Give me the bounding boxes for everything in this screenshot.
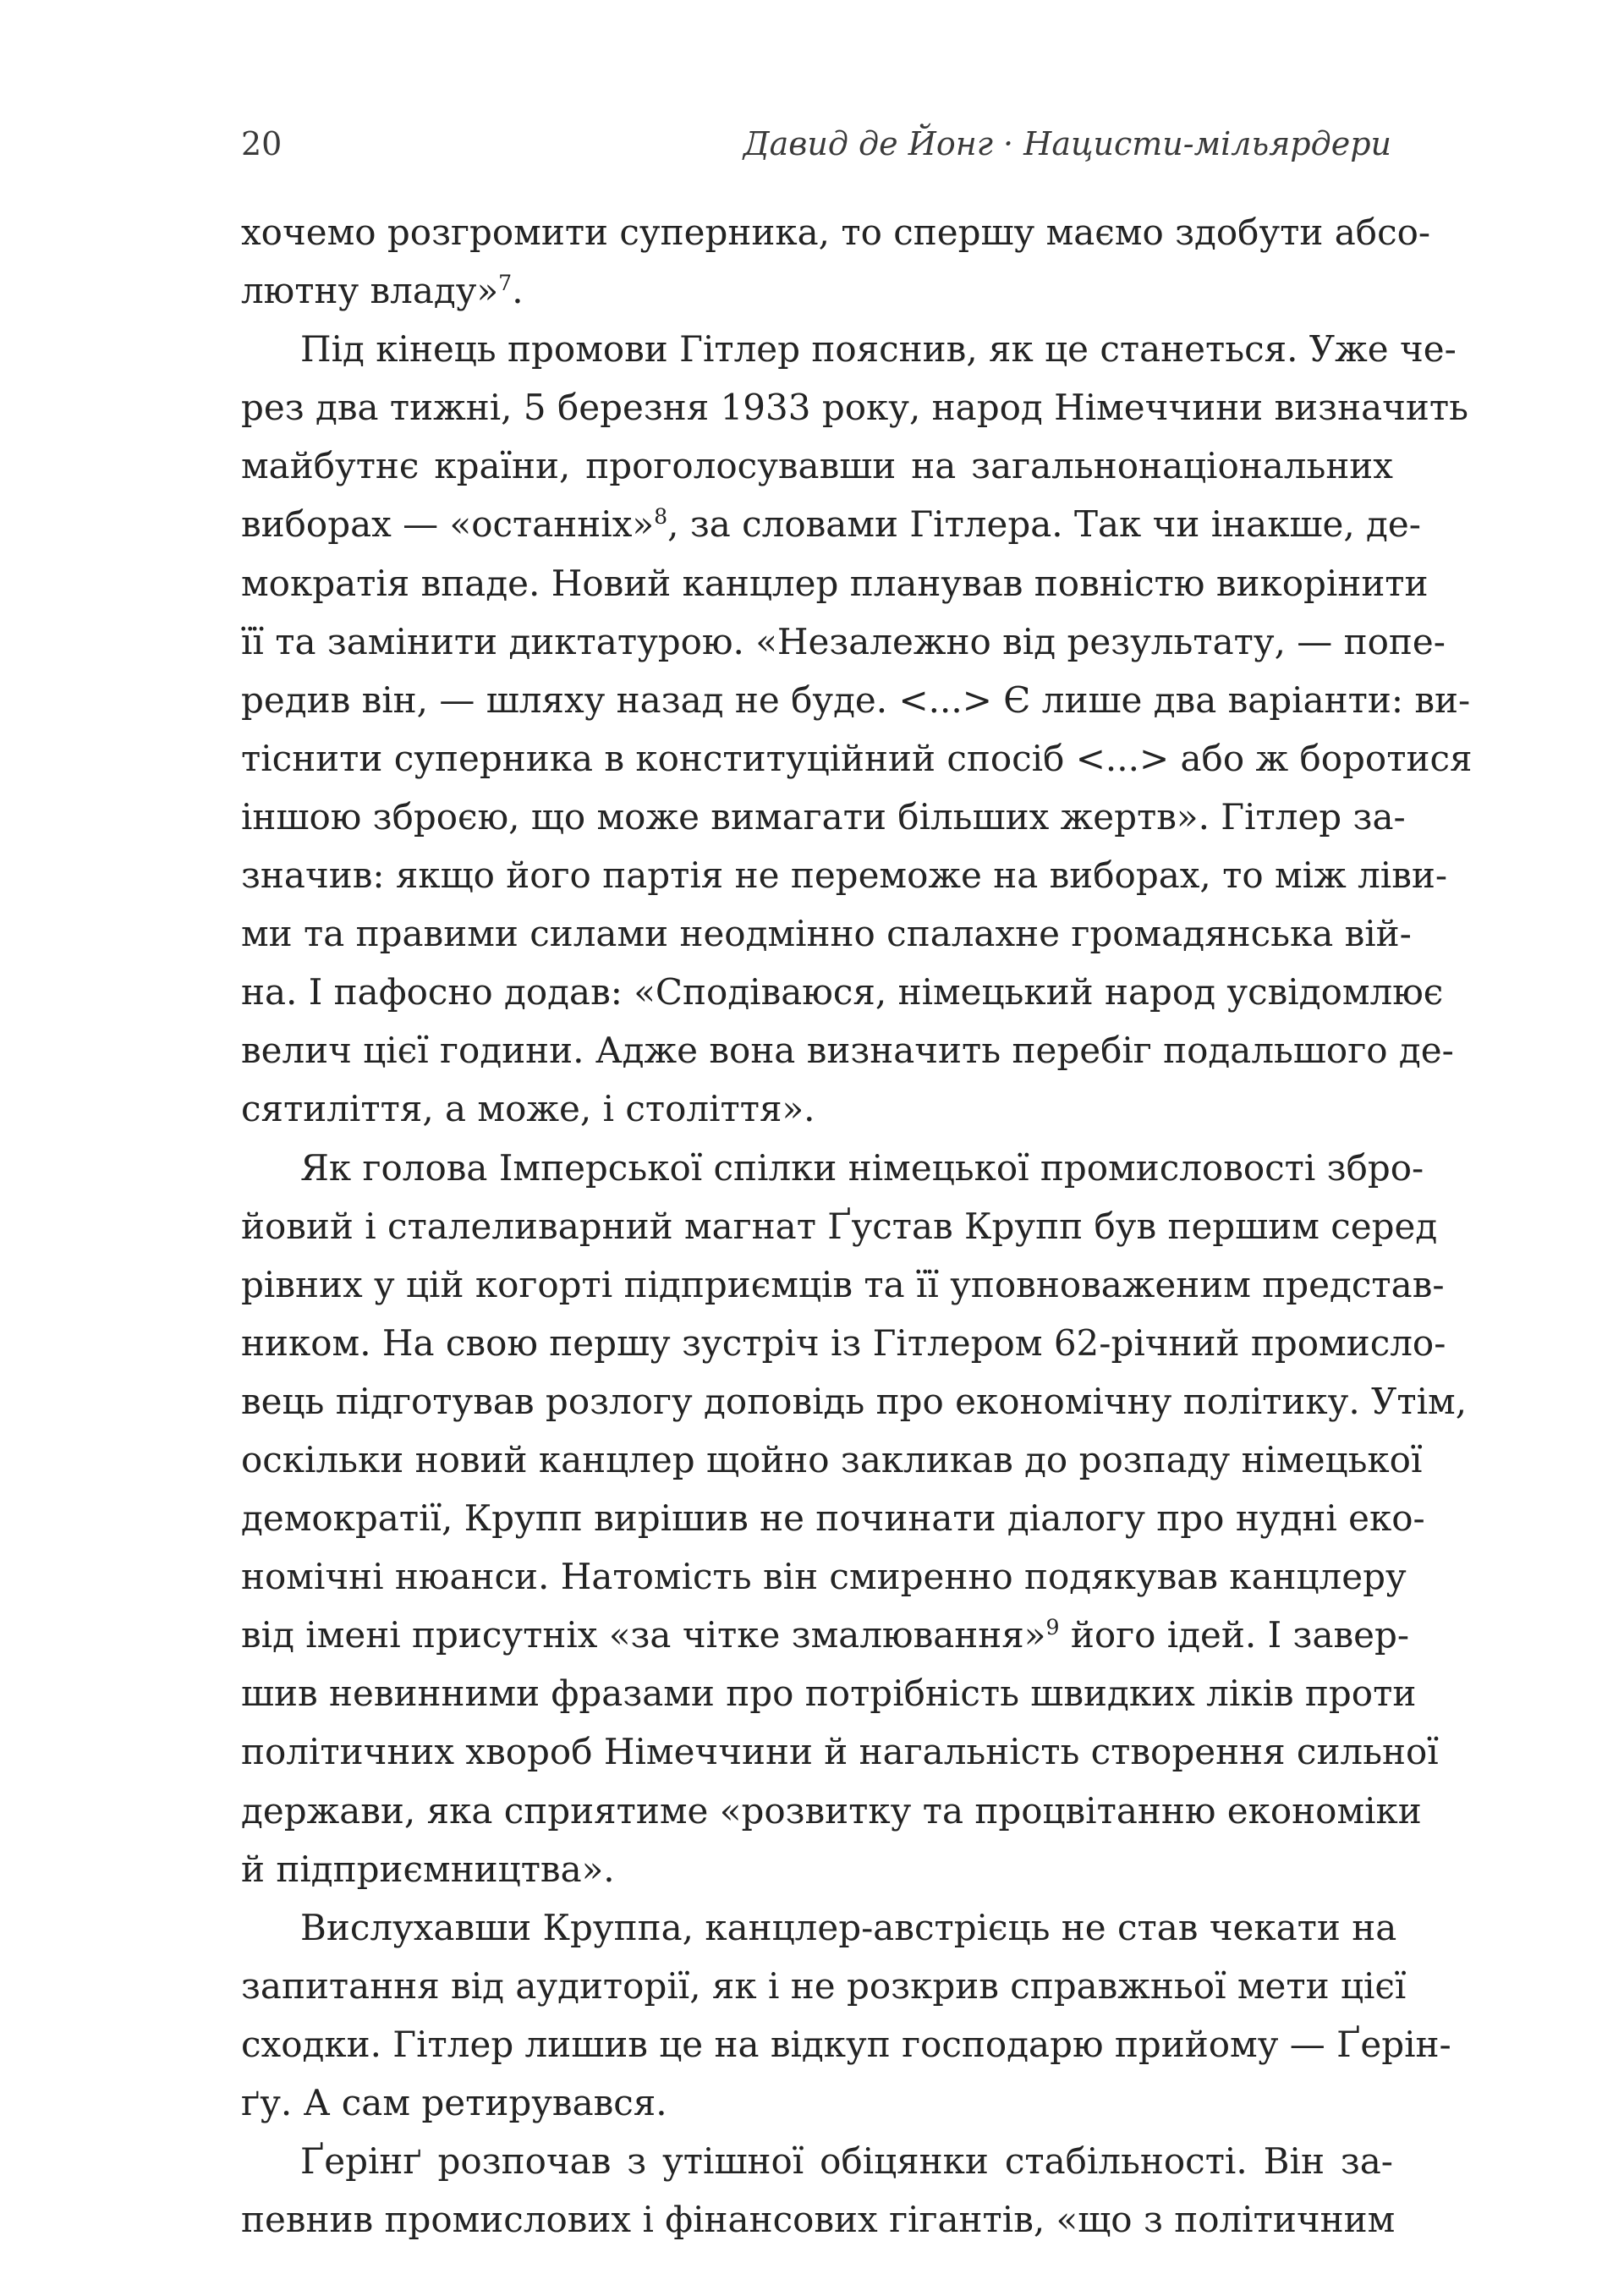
body-text: [241, 203, 1473, 2249]
paragraph: [241, 203, 1431, 320]
line-text: ми та правими силами неодмінно спалахне громадянська вій-: [241, 913, 1412, 955]
line-text: йовий і сталеливарний магнат Ґустав Крупп був першим серед: [241, 1205, 1438, 1247]
footnote-marker: 8: [654, 504, 668, 530]
text-line: [241, 1664, 1417, 1722]
text-line: [241, 1255, 1445, 1314]
line-text: її та замінити диктатурою. «Незалежно від результату, — попе-: [241, 620, 1446, 662]
paragraph: [241, 2132, 1396, 2249]
text-line: [241, 2015, 1451, 2074]
text-line: [241, 1489, 1425, 1547]
text-line: [241, 1021, 1454, 1079]
line-text: лютну владу»: [241, 270, 499, 312]
footnote-marker: 9: [1045, 1615, 1060, 1640]
line-text: тіснити суперника в конституційний спосіб <...> або ж боротися: [241, 737, 1473, 779]
line-text: хочемо розгромити суперника, то спершу маємо здобути абсо-: [241, 211, 1431, 253]
line-text-tail: .: [512, 270, 524, 312]
line-text: значив: якщо його партія не переможе на виборах, то між ліви-: [241, 854, 1448, 897]
line-text: оскільки новий канцлер щойно закликав до розпаду німецької: [241, 1438, 1423, 1480]
running-header: [241, 118, 1391, 169]
paragraph: [241, 1898, 1451, 2132]
text-line: [241, 1840, 1393, 1898]
text-line: [241, 612, 1446, 671]
text-line: [241, 1372, 1468, 1431]
text-line: [241, 1606, 1410, 1664]
paragraph: [241, 320, 1473, 1138]
line-text: сятиліття, а може, і століття».: [241, 1088, 815, 1130]
text-line: [241, 1957, 1407, 2015]
text-line: [241, 1079, 1393, 1138]
line-text: рівних у цій когорті підприємців та її уповноваженим представ-: [241, 1263, 1445, 1305]
text-line: [241, 1197, 1438, 1255]
text-line: [241, 437, 1393, 495]
text-line: [241, 1782, 1422, 1840]
line-text: політичних хвороб Німеччини й нагальність створення сильної: [241, 1731, 1439, 1773]
line-text: від імені присутніх «за чітке змалювання»: [241, 1614, 1046, 1656]
text-line: [241, 2190, 1396, 2249]
text-line: [241, 1314, 1446, 1372]
footnote-marker: 7: [498, 271, 513, 296]
text-line: [241, 846, 1448, 904]
line-text: велич цієї години. Адже вона визначить перебіг подальшого де-: [241, 1030, 1454, 1072]
line-text-tail: його ідей. І завер-: [1059, 1614, 1410, 1656]
line-text: ґу. А сам ретирувався.: [241, 2082, 667, 2123]
text-line: [241, 1139, 1424, 1197]
text-line: [241, 788, 1406, 846]
line-text: сходки. Гітлер лишив це на відкуп господарю прийому — Ґерін-: [241, 2023, 1451, 2065]
line-text: Вислухавши Круппа, канцлер-австрієць не став чекати на: [300, 1906, 1397, 1948]
text-line: [241, 963, 1444, 1021]
line-text: запитання від аудиторії, як і не розкрив справжньої мети цієї: [241, 1964, 1407, 2007]
line-text: вець підготував розлогу доповідь про економічну політику. Утім,: [241, 1380, 1468, 1422]
running-title: Давид де Йонг · Нацисти-мільярдери: [743, 125, 1391, 162]
text-line: [241, 1547, 1407, 1606]
text-line: [241, 378, 1468, 437]
line-text-tail: , за словами Гітлера. Так чи інакше, де-: [667, 503, 1421, 546]
line-text: Під кінець промови Гітлер пояснив, як це станеться. Уже че-: [300, 328, 1457, 371]
text-line: [241, 261, 1393, 320]
text-line: [241, 671, 1471, 729]
line-text: рез два тижні, 5 березня 1933 року, народ Німеччини визначить: [241, 387, 1468, 429]
text-line: [241, 495, 1421, 553]
text-line: [241, 2074, 1393, 2132]
line-text: редив він, — шляху назад не буде. <...> Є лише два варіанти: ви-: [241, 678, 1471, 721]
line-text: майбутнє країни, проголосувавши на загальнонаціональних: [241, 445, 1393, 487]
text-line: [241, 1898, 1397, 1957]
page-number: 20: [241, 125, 283, 162]
line-text: іншою зброєю, що може вимагати більших жертв». Гітлер за-: [241, 795, 1406, 838]
line-text: й підприємництва».: [241, 1848, 615, 1890]
line-text: певнив промислових і фінансових гігантів, «що з політичним: [241, 2199, 1396, 2241]
text-line: [241, 1431, 1423, 1489]
paragraph: [241, 1139, 1468, 1898]
line-text: виборах — «останніх»: [241, 503, 655, 546]
line-text: ником. На свою першу зустріч із Гітлером 62-річний промисло-: [241, 1321, 1446, 1364]
text-line: [241, 904, 1412, 963]
text-line: [241, 554, 1429, 612]
text-line: [241, 2132, 1393, 2190]
text-line: [241, 320, 1457, 378]
line-text: шив невинними фразами про потрібність швидких ліків проти: [241, 1673, 1417, 1715]
line-text: мократія впаде. Новий канцлер планував повністю викорінити: [241, 562, 1429, 604]
text-line: [241, 1722, 1439, 1781]
line-text: номічні нюанси. Натомість він смиренно подякував канцлеру: [241, 1556, 1407, 1598]
line-text: демократії, Крупп вирішив не починати діалогу про нудні еко-: [241, 1497, 1425, 1540]
line-text: Як голова Імперської спілки німецької промисловості збро-: [300, 1146, 1424, 1189]
line-text: держави, яка сприятиме «розвитку та процвітанню економіки: [241, 1789, 1422, 1832]
line-text: на. І пафосно додав: «Сподіваюся, німецький народ усвідомлює: [241, 971, 1444, 1013]
line-text: Ґерінґ розпочав з утішної обіцянки стабільності. Він за-: [300, 2140, 1393, 2183]
text-line: [241, 203, 1431, 261]
text-line: [241, 729, 1473, 788]
